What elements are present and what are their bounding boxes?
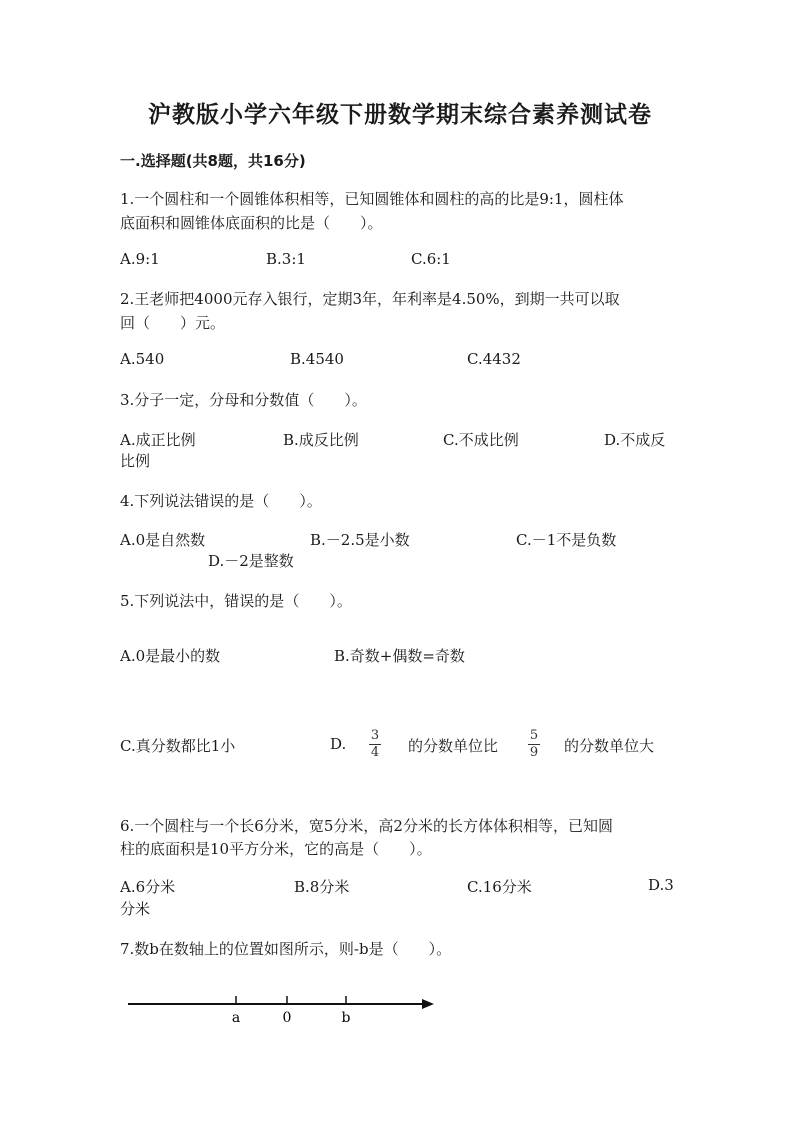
question-2-option-b: B.4540 xyxy=(290,350,344,368)
label-0: 0 xyxy=(282,1010,292,1026)
fraction-denominator: 9 xyxy=(529,745,539,760)
question-6-line-1: 6.一个圆柱与一个长6分米，宽5分米，高2分米的长方体体积相等，已知圆 xyxy=(120,817,613,835)
question-6-option-d-wrap: 分米 xyxy=(120,900,151,918)
question-5-line-1: 5.下列说法中，错误的是（ ）。 xyxy=(120,592,352,610)
question-1-option-b: B.3:1 xyxy=(266,250,306,268)
question-1-option-a: A.9:1 xyxy=(120,250,160,268)
question-2-line-1: 2.王老师把4000元存入银行，定期3年，年利率是4.50%，到期一共可以取 xyxy=(120,290,620,308)
question-3-option-c: C.不成比例 xyxy=(443,431,519,449)
question-4-option-c: C.－1不是负数 xyxy=(516,531,617,549)
question-6-line-2: 柱的底面积是10平方分米，它的高是（ ）。 xyxy=(120,840,432,858)
fraction-3-4 xyxy=(369,729,381,760)
question-2-option-c: C.4432 xyxy=(467,350,521,368)
label-b: b xyxy=(341,1010,351,1026)
question-1-line-1: 1.一个圆柱和一个圆锥体积相等，已知圆锥体和圆柱的高的比是9:1，圆柱体 xyxy=(120,190,624,208)
question-5-option-d-text-1: 的分数单位比 xyxy=(408,737,499,755)
question-4-option-d: D.－2是整数 xyxy=(208,552,294,570)
question-1-line-2: 底面积和圆锥体底面积的比是（ ）。 xyxy=(120,214,383,232)
question-3-option-d: D.不成反 xyxy=(604,431,666,449)
question-1-option-c: C.6:1 xyxy=(411,250,451,268)
question-2-line-2: 回（ ）元。 xyxy=(120,314,226,332)
section-heading: 一.选择题(共8题，共16分) xyxy=(120,152,306,170)
question-4-option-a: A.0是自然数 xyxy=(120,531,206,549)
question-6-option-c: C.16分米 xyxy=(467,878,532,896)
number-line-figure xyxy=(120,990,450,1030)
fraction-numerator: 3 xyxy=(370,728,380,743)
question-4-option-b: B.－2.5是小数 xyxy=(310,531,410,549)
fraction-numerator: 5 xyxy=(529,728,539,743)
fraction-denominator: 4 xyxy=(370,745,380,760)
question-5-option-d-text-2: 的分数单位大 xyxy=(564,737,655,755)
fraction-5-9 xyxy=(528,729,540,760)
question-7-line-1: 7.数b在数轴上的位置如图所示，则-b是（ ）。 xyxy=(120,940,452,958)
question-6-option-b: B.8分米 xyxy=(294,878,350,896)
question-2-option-a: A.540 xyxy=(120,350,165,368)
question-6-option-a: A.6分米 xyxy=(120,878,176,896)
question-3-option-a: A.成正比例 xyxy=(120,431,196,449)
question-3-line-1: 3.分子一定，分母和分数值（ ）。 xyxy=(120,391,367,409)
question-6-option-d: D.3 xyxy=(648,876,674,894)
question-3-option-d-wrap: 比例 xyxy=(120,452,151,470)
label-a: a xyxy=(231,1010,241,1026)
question-5-option-c: C.真分数都比1小 xyxy=(120,737,236,755)
question-5-option-d: D. xyxy=(330,735,347,753)
question-5-option-a: A.0是最小的数 xyxy=(120,647,221,665)
question-4-line-1: 4.下列说法错误的是（ ）。 xyxy=(120,492,322,510)
arrow-head-icon xyxy=(422,999,434,1009)
question-3-option-b: B.成反比例 xyxy=(283,431,359,449)
page-title: 沪教版小学六年级下册数学期末综合素养测试卷 xyxy=(148,102,652,128)
question-5-option-b: B.奇数+偶数=奇数 xyxy=(334,647,465,665)
